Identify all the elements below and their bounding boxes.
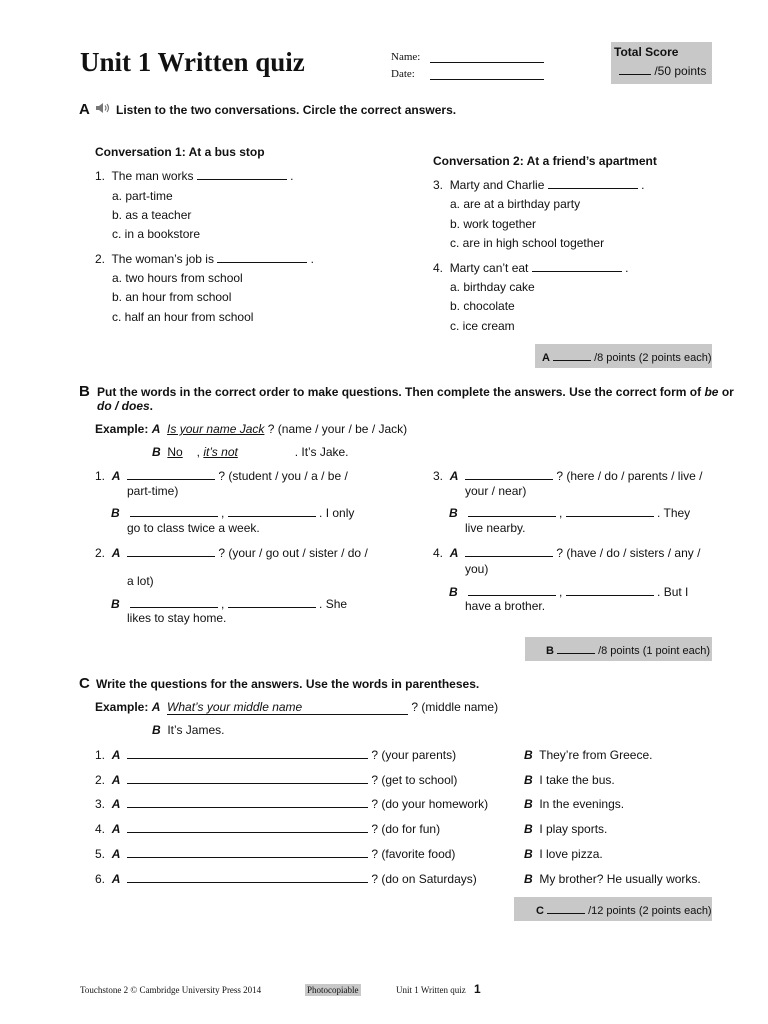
answer-blank[interactable] [127, 822, 368, 833]
option[interactable]: c. are in high school together [450, 236, 605, 250]
total-score-box [611, 42, 712, 84]
answer-continued: live nearby. [465, 521, 526, 535]
section-b-example-b: B No , it’s not . It’s Jake. [152, 445, 349, 459]
answer-blank[interactable] [127, 469, 215, 480]
score-blank[interactable] [557, 643, 595, 654]
question-b4-b: B , . But I [449, 585, 689, 599]
section-b-instruction: Put the words in the correct order to make questions. Then complete the answers. Use the correct form of be or [97, 385, 734, 399]
section-b-score-box: B /8 points (1 point each) [525, 637, 712, 661]
name-label: Name: [391, 51, 421, 63]
score-blank[interactable] [553, 350, 591, 361]
section-c-score-box: C /12 points (2 points each) [514, 897, 712, 921]
question-c3: 3. A ? (do your homework) [95, 797, 489, 811]
answer-continued: have a brother. [465, 599, 546, 613]
section-c-example-a: Example: A What’s your middle name ? (middle name) [95, 700, 499, 714]
question-b3-b: B , . They [449, 506, 691, 520]
score-blank[interactable] [547, 903, 585, 914]
section-b-instruction-2: do / does. [97, 399, 154, 413]
answer-blank[interactable] [465, 469, 553, 480]
answer-blank[interactable] [127, 546, 215, 557]
question-a1: 1. The man works . [95, 169, 294, 183]
answer-blank[interactable] [127, 773, 368, 784]
answer-blank[interactable] [127, 797, 368, 808]
answer-blank[interactable] [217, 252, 307, 263]
answer-blank[interactable] [532, 261, 622, 272]
answer-c1: B They’re from Greece. [524, 748, 653, 762]
speaker-icon [95, 102, 111, 117]
section-c-letter: C [79, 675, 90, 692]
answer-c5: B I love pizza. [524, 847, 603, 861]
question-b2-a: 2. A ? (your / go out / sister / do / [95, 546, 368, 560]
answer-blank[interactable] [566, 506, 654, 517]
section-b-example-a: Example: A Is your name Jack ? (name / your / be / Jack) [95, 422, 408, 436]
question-c4: 4. A ? (do for fun) [95, 822, 441, 836]
question-b1-a: 1. A ? (student / you / a / be / [95, 469, 348, 483]
hint-continued: a lot) [127, 574, 154, 588]
answer-c6: B My brother? He usually works. [524, 872, 701, 886]
question-c6: 6. A ? (do on Saturdays) [95, 872, 477, 886]
option[interactable]: c. ice cream [450, 319, 515, 333]
conversation-1-title: Conversation 1: At a bus stop [95, 145, 265, 159]
answer-blank[interactable] [130, 597, 218, 608]
option[interactable]: b. work together [450, 217, 537, 231]
answer-blank[interactable] [127, 748, 368, 759]
answer-blank[interactable] [548, 178, 638, 189]
option[interactable]: b. an hour from school [112, 290, 232, 304]
question-b3-a: 3. A ? (here / do / parents / live / [433, 469, 703, 483]
option[interactable]: a. two hours from school [112, 271, 243, 285]
section-c-example-b: B It’s James. [152, 723, 225, 737]
question-c1: 1. A ? (your parents) [95, 748, 457, 762]
question-c2: 2. A ? (get to school) [95, 773, 458, 787]
answer-blank[interactable] [468, 585, 556, 596]
section-b-letter: B [79, 383, 90, 400]
answer-c2: B I take the bus. [524, 773, 615, 787]
answer-blank[interactable] [127, 872, 368, 883]
answer-blank[interactable] [197, 169, 287, 180]
question-c5: 5. A ? (favorite food) [95, 847, 456, 861]
section-c-instruction: Write the questions for the answers. Use the words in parentheses. [96, 677, 480, 691]
total-score-value: /50 points [654, 64, 707, 78]
answer-blank[interactable] [465, 546, 553, 557]
date-field[interactable] [430, 79, 544, 80]
question-a2: 2. The woman’s job is . [95, 252, 314, 266]
question-b4-a: 4. A ? (have / do / sisters / any / [433, 546, 701, 560]
page-title: Unit 1 Written quiz [80, 47, 305, 77]
question-b2-b: B , . She [111, 597, 348, 611]
answer-blank[interactable] [468, 506, 556, 517]
answer-c3: B In the evenings. [524, 797, 625, 811]
option[interactable]: c. half an hour from school [112, 310, 254, 324]
hint-continued: you) [465, 562, 489, 576]
footer-quiz-name: Unit 1 Written quiz [396, 985, 466, 995]
footer-copyright: Touchstone 2 © Cambridge University Press 2014 [80, 985, 262, 995]
answer-blank[interactable] [127, 847, 368, 858]
date-label: Date: [391, 68, 415, 80]
option[interactable]: b. chocolate [450, 299, 515, 313]
name-field[interactable] [430, 62, 544, 63]
total-score-label: Total Score [614, 45, 679, 59]
question-b1-b: B , . I only [111, 506, 355, 520]
option[interactable]: a. are at a birthday party [450, 197, 581, 211]
answer-continued: likes to stay home. [127, 611, 227, 625]
footer-photocopiable: Photocopiable [307, 985, 359, 995]
section-a-letter: A [79, 101, 90, 118]
page-number: 1 [474, 982, 481, 996]
option[interactable]: a. part-time [112, 189, 173, 203]
section-a-score-box: A /8 points (2 points each) [535, 344, 712, 368]
answer-blank[interactable] [566, 585, 654, 596]
answer-blank[interactable] [228, 506, 316, 517]
option[interactable]: a. birthday cake [450, 280, 535, 294]
question-a3: 3. Marty and Charlie . [433, 178, 645, 192]
hint-continued: your / near) [465, 484, 527, 498]
option[interactable]: c. in a bookstore [112, 227, 201, 241]
answer-c4: B I play sports. [524, 822, 608, 836]
answer-blank[interactable] [130, 506, 218, 517]
total-score-blank[interactable] [619, 64, 651, 75]
answer-continued: go to class twice a week. [127, 521, 260, 535]
section-a-instruction: Listen to the two conversations. Circle the correct answers. [116, 103, 457, 117]
option[interactable]: b. as a teacher [112, 208, 192, 222]
question-a4: 4. Marty can’t eat . [433, 261, 629, 275]
answer-blank[interactable] [228, 597, 316, 608]
conversation-2-title: Conversation 2: At a friend’s apartment [433, 154, 657, 168]
hint-continued: part-time) [127, 484, 179, 498]
